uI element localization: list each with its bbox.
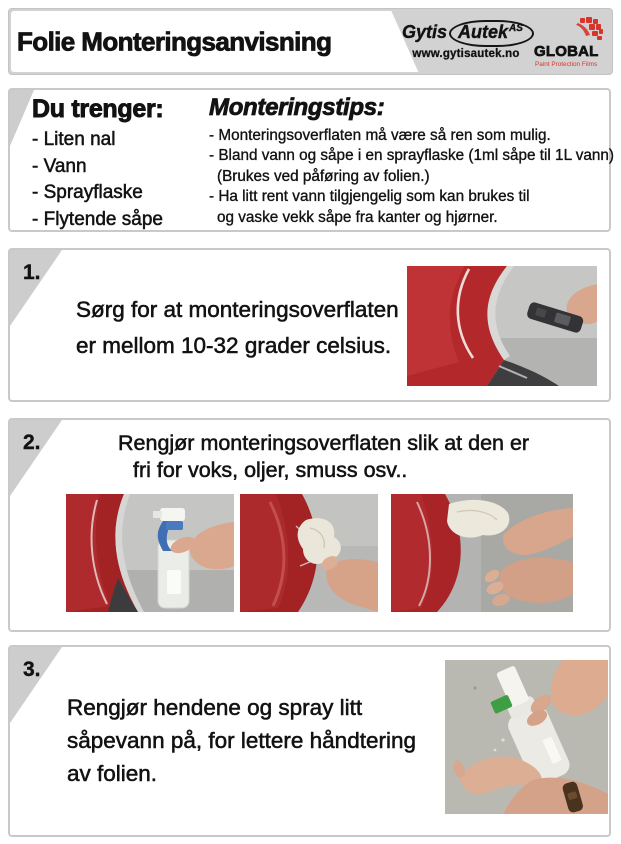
global-wordmark: GLOBAL (534, 43, 599, 60)
step-2-photo-row (66, 494, 573, 612)
step-2-line: Rengjør monteringsoverflaten slik at den er (118, 431, 530, 455)
requirement-item: - Liten nal (32, 129, 116, 150)
requirements-heading: Du trenger: (32, 95, 164, 123)
autek-word: Autek (458, 22, 509, 42)
website-text: www.gytisautek.no (412, 48, 520, 60)
autek-oval (449, 20, 534, 47)
step-3-line: Rengjør hendene og spray litt (67, 695, 363, 720)
step-3-line: av folien. (67, 761, 158, 786)
step-2-text (118, 430, 529, 484)
corner-triangle (10, 90, 34, 146)
step-3-text (67, 691, 416, 790)
step-1-number: 1. (23, 261, 41, 284)
requirement-item: - Vann (32, 155, 87, 177)
step-2-box (8, 418, 611, 632)
step-1-text (76, 292, 399, 364)
step-3-box (8, 645, 611, 837)
tips-line: (Brukes ved påføring av folien.) (217, 167, 430, 185)
step-3-line: såpevann på, for lettere håndtering (67, 728, 416, 753)
step-1-box (8, 248, 611, 402)
step-2-photo-wiping-cloth (240, 494, 378, 612)
step-2-photo-spray-bottle (66, 494, 234, 612)
global-tagline: Paint Protection Films (535, 61, 598, 68)
tips-line: - Monteringsoverflaten må være så ren som mulig. (209, 127, 551, 144)
requirements-column (32, 95, 163, 233)
page-title: Folie Monteringsanvisning (17, 26, 332, 56)
tips-line: - Bland vann og såpe i en sprayflaske (1ml såpe til 1L vann) (209, 147, 615, 165)
gytis-autek-wordmark (402, 20, 530, 47)
requirements-tips-box (8, 88, 615, 232)
global-globe-icon (566, 17, 604, 44)
step-2-number: 2. (23, 431, 41, 454)
step-3-number: 3. (23, 658, 41, 681)
step-2-line: fri for voks, oljer, smuss osv.. (133, 458, 408, 482)
step-1-line: Sørg for at monteringsoverflaten (76, 297, 399, 322)
header-band (8, 8, 613, 75)
tips-column (209, 94, 615, 228)
step-1-line: er mellom 10-32 grader celsius. (76, 333, 392, 358)
as-suffix: AS (509, 23, 523, 34)
tips-line: og vaske vekk såpe fra kanter og hjørner. (217, 208, 498, 226)
tips-line: - Ha litt rent vann tilgjengelig som kan brukes til (209, 188, 530, 206)
gytis-word: Gytis (402, 22, 448, 42)
requirement-item: - Flytende såpe (32, 208, 163, 230)
step-1-photo-thermometer-car (407, 266, 597, 386)
requirement-item: - Sprayflaske (32, 182, 143, 203)
tips-heading: Monteringstips: (209, 94, 385, 121)
gytis-autek-logo (402, 20, 530, 60)
step-3-photo-soap-on-hands (445, 660, 608, 814)
step-2-photo-two-hands-cloth (391, 494, 573, 612)
